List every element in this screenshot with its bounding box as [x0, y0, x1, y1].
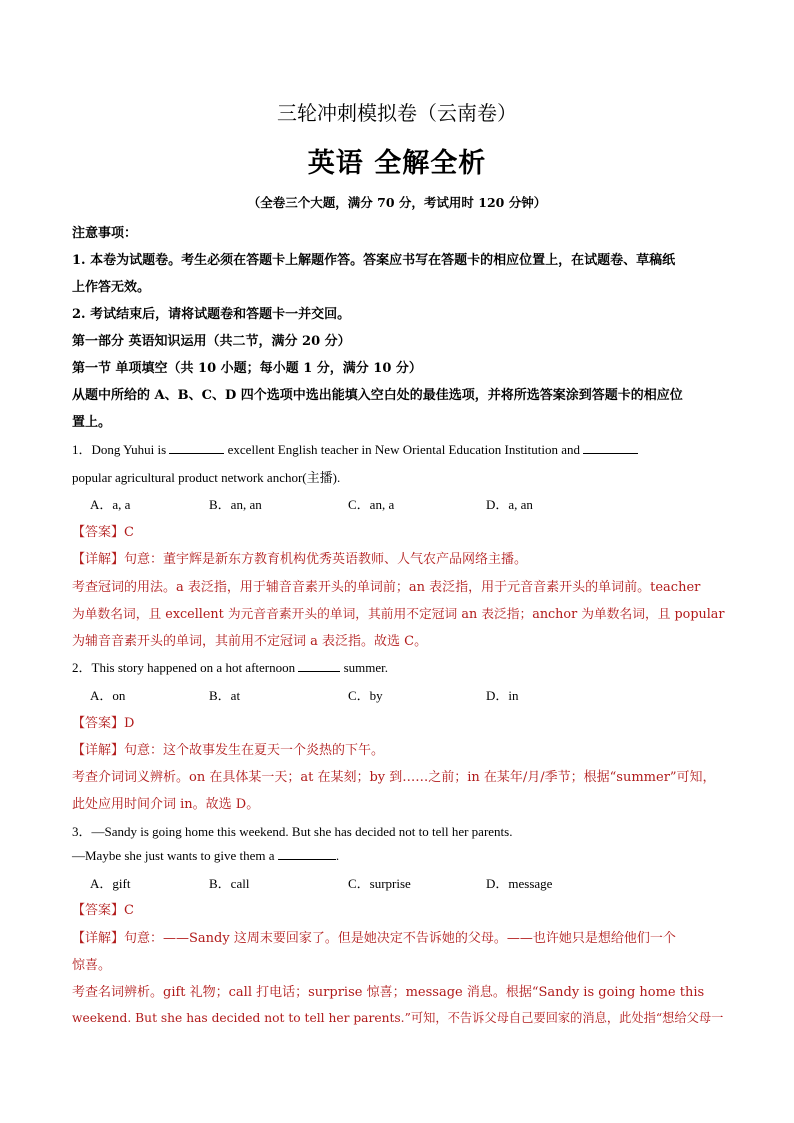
question-3-option-c: C．surprise [348, 876, 411, 891]
section-1-heading: 第一节 单项填空（共 10 小题；每小题 1 分，满分 10 分） [72, 361, 422, 376]
question-2-option-b: B．at [209, 688, 241, 703]
question-2-stem-part-a: 2．This story happened on a hot afternoon [72, 660, 296, 675]
question-3-answer: 【答案】C [72, 903, 134, 918]
notes-item-1-line-1: 1. 本卷为试题卷。考生必须在答题卡上解题作答。答案应书写在答题卡的相应位置上，在试题卷、草稿纸 [72, 253, 676, 268]
question-3-option-a: A．gift [90, 876, 131, 891]
document-subtitle: 英语 全解全析 [307, 148, 487, 179]
question-3-option-b: B．call [209, 876, 250, 891]
question-1-option-b: B．an, an [209, 497, 262, 512]
question-1-stem-part-b: excellent English teacher in New Oriental Education Institution and [227, 442, 580, 457]
question-1-option-a: A．a, a [90, 497, 131, 512]
question-1-option-c: C．an, a [348, 497, 395, 512]
question-1-stem [72, 439, 638, 458]
question-2-detail-line: 此处应用时间介词 in。故选 D。 [72, 797, 260, 812]
question-2-detail-line: 【详解】句意：这个故事发生在夏天一个炎热的下午。 [72, 743, 385, 758]
question-3-stem-line-2 [72, 847, 339, 864]
question-3-stem-part-a: —Maybe she just wants to give them a [72, 848, 275, 863]
question-1-detail-line: 为辅音音素开头的单词，其前用不定冠词 a 表泛指。故选 C。 [72, 634, 428, 649]
question-2-option-c: C．by [348, 688, 383, 703]
question-1-detail-line: 为单数名词，且 excellent 为元音音素开头的单词，其前用不定冠词 an 表泛指；anchor 为单数名词，且 popular [72, 607, 725, 622]
notes-heading: 注意事项： [72, 226, 138, 241]
notes-item-2: 2. 考试结束后，请将试题卷和答题卡一并交回。 [72, 307, 351, 322]
instructions-line-1: 从题中所给的 A、B、C、D 四个选项中选出能填入空白处的最佳选项，并将所选答案涂到答题卡的相应位 [72, 388, 683, 403]
question-2-stem-part-b: summer. [343, 660, 389, 675]
question-2-answer: 【答案】D [72, 716, 135, 731]
question-3-detail-line: weekend. But she has decided not to tell her parents.”可知，不告诉父母自己要回家的消息，此处指“想给父母一 [72, 1011, 724, 1025]
question-1-detail-line: 考查冠词的用法。a 表泛指，用于辅音音素开头的单词前；an 表泛指，用于元音音素开头的单词前。teacher [72, 580, 701, 595]
question-2-detail-line: 考查介词词义辨析。on 在具体某一天；at 在某刻；by 到……之前；in 在某年/月/季节；根据“summer”可知， [72, 770, 716, 785]
answer-blank [278, 847, 336, 860]
question-1-detail-line: 【详解】句意：董宇辉是新东方教育机构优秀英语教师、人气农产品网络主播。 [72, 552, 528, 567]
question-2-stem [72, 657, 388, 676]
question-1-answer: 【答案】C [72, 525, 134, 540]
question-3-stem-line-1: 3．—Sandy is going home this weekend. But she has decided not to tell her parents. [72, 824, 513, 839]
question-3-detail-line: 惊喜。 [72, 958, 112, 973]
answer-blank [583, 441, 638, 454]
question-1-stem-part-a: 1．Dong Yuhui is [72, 442, 167, 457]
answer-blank [298, 659, 340, 672]
question-3-option-d: D．message [486, 876, 553, 891]
part-1-heading: 第一部分 英语知识运用（共二节，满分 20 分） [72, 334, 351, 349]
answer-blank [169, 441, 224, 454]
question-3-detail-line: 考查名词辨析。gift 礼物；call 打电话；surprise 惊喜；message 消息。根据“Sandy is going home this [72, 985, 705, 1000]
exam-info: （全卷三个大题，满分 70 分，考试用时 120 分钟） [247, 195, 547, 210]
question-3-stem-part-b: . [335, 848, 340, 863]
question-1-option-d: D．a, an [486, 497, 533, 512]
question-1-stem-line-2: popular agricultural product network anchor(主播). [72, 470, 341, 485]
question-2-option-a: A．on [90, 688, 126, 703]
notes-item-1-line-2: 上作答无效。 [72, 280, 151, 295]
instructions-line-2: 置上。 [72, 415, 112, 430]
question-3-detail-line: 【详解】句意：——Sandy 这周末要回家了。但是她决定不告诉她的父母。——也许她只是想给他们一个 [72, 931, 676, 946]
question-2-option-d: D．in [486, 688, 519, 703]
exam-title: 三轮冲刺模拟卷（云南卷） [277, 101, 517, 125]
